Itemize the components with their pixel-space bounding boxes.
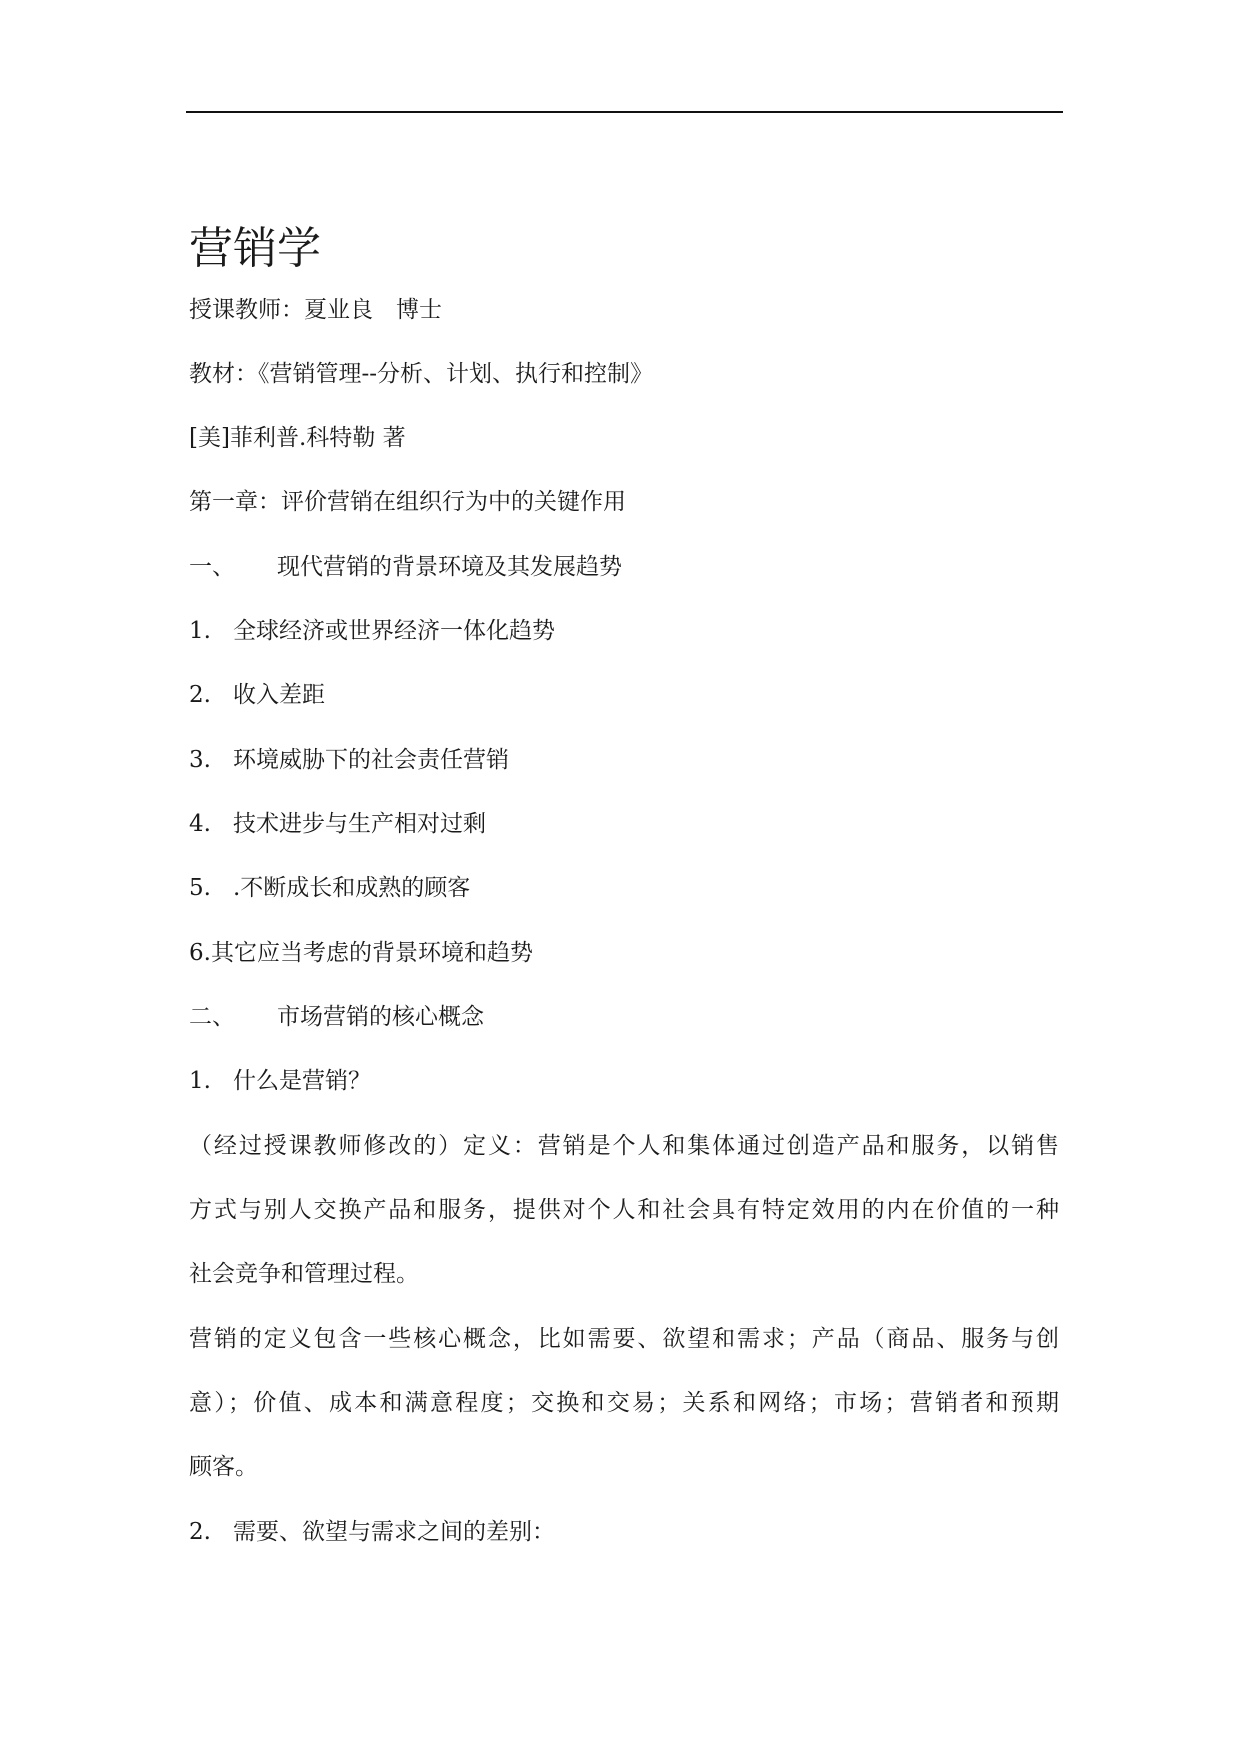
section-title: 市场营销的核心概念 (277, 1004, 484, 1030)
list-item (189, 744, 509, 776)
list-number: 5. (189, 875, 211, 901)
list-number: 3. (189, 747, 211, 773)
section-heading-1 (189, 551, 622, 583)
list-text: 收入差距 (233, 682, 325, 708)
header-rule (186, 111, 1063, 113)
concepts-line: 意）；价值、成本和满意程度；交换和交易；关系和网络；市场；营销者和预期 (189, 1390, 1059, 1416)
document-title: 营销学 (189, 223, 321, 274)
section-heading-2 (189, 1001, 484, 1033)
author-line: [美]菲利普.科特勒 著 (189, 425, 406, 451)
concepts-line: 营销的定义包含一些核心概念，比如需要、欲望和需求；产品（商品、服务与创 (189, 1326, 1059, 1352)
textbook-line: 教材：《营销管理--分析、计划、执行和控制》 (189, 361, 654, 387)
chapter-heading: 第一章：评价营销在组织行为中的关键作用 (189, 489, 626, 515)
list-item (189, 872, 470, 904)
section-number: 二、 (189, 1004, 235, 1030)
list-text: 环境威胁下的社会责任营销 (233, 747, 509, 773)
list-text: 技术进步与生产相对过剩 (233, 811, 486, 837)
section-title: 现代营销的背景环境及其发展趋势 (277, 554, 622, 580)
list-item (189, 615, 555, 647)
list-number: 4. (189, 811, 211, 837)
list-text: 全球经济或世界经济一体化趋势 (233, 618, 555, 644)
list-number: 2. (189, 682, 211, 708)
instructor-line: 授课教师：夏业良 博士 (189, 297, 442, 323)
question-1 (189, 1065, 371, 1097)
list-text: 什么是营销？ (233, 1068, 371, 1094)
concepts-line: 顾客。 (189, 1454, 258, 1480)
question-2 (189, 1516, 555, 1548)
list-number: 1. (189, 618, 211, 644)
definition-line: 社会竞争和管理过程。 (189, 1261, 419, 1287)
list-item (189, 808, 486, 840)
section-number: 一、 (189, 554, 235, 580)
list-text: .不断成长和成熟的顾客 (233, 875, 471, 901)
list-item-6: 6.其它应当考虑的背景环境和趋势 (189, 940, 533, 966)
list-number: 1. (189, 1068, 211, 1094)
list-text: 需要、欲望与需求之间的差别： (233, 1519, 555, 1545)
list-number: 2. (189, 1519, 211, 1545)
definition-line: （经过授课教师修改的）定义：营销是个人和集体通过创造产品和服务，以销售 (189, 1133, 1059, 1159)
list-item (189, 679, 325, 711)
definition-line: 方式与别人交换产品和服务，提供对个人和社会具有特定效用的内在价值的一种 (189, 1197, 1059, 1223)
